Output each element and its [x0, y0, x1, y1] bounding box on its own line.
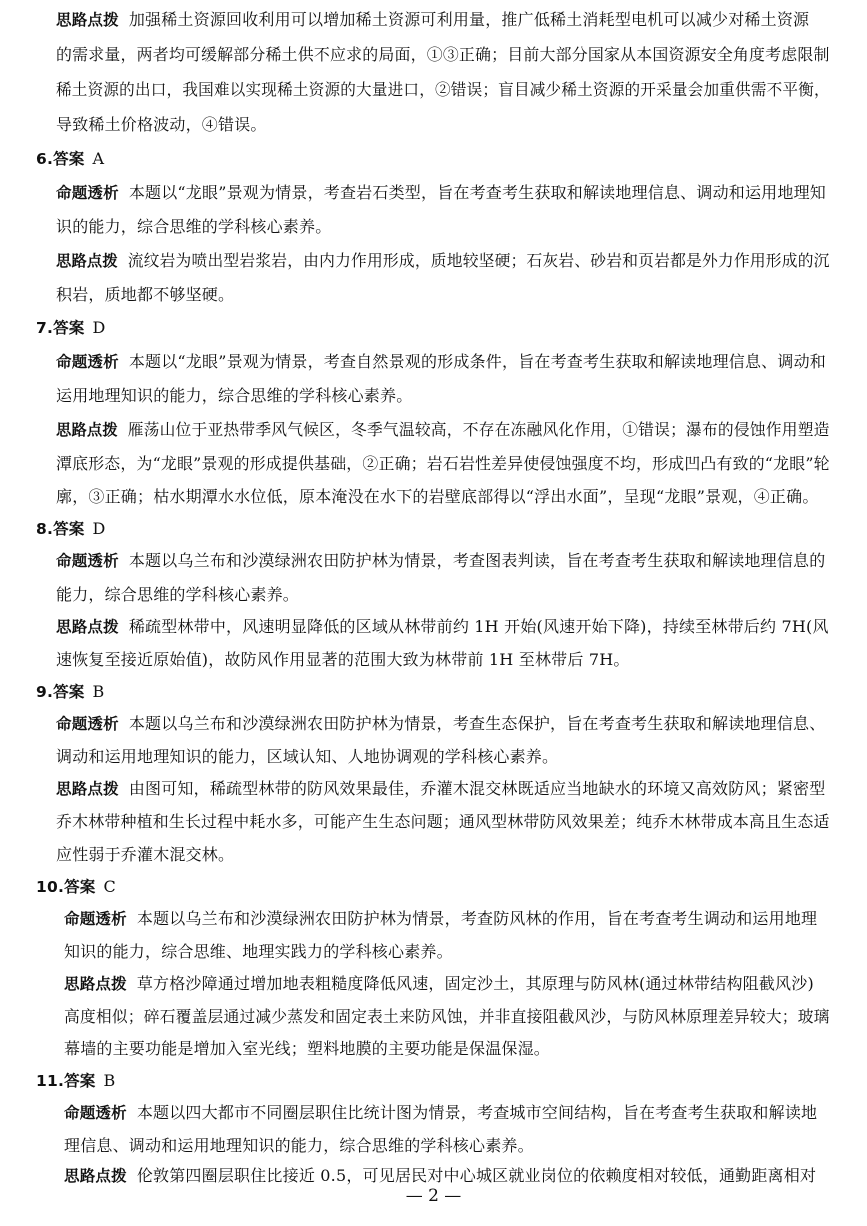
- text-line: 的需求量，两者均可缓解部分稀土供不应求的局面，①③正确；目前大部分国家从本国资源安全角度考虑限制: [56, 45, 830, 64]
- answer-heading: 9.答案 B: [36, 682, 105, 701]
- answer-heading: 7.答案 D: [36, 318, 106, 337]
- text-line: 乔木林带种植和生长过程中耗水多，可能产生生态问题；通风型林带防风效果差；纯乔木林带成本高且生态适: [56, 812, 830, 831]
- mttx-line: 命题透析 本题以乌兰布和沙漠绿洲农田防护林为情景，考查生态保护，旨在考查考生获取和解读地理信息、: [56, 714, 826, 733]
- answer-heading: 10.答案 C: [36, 877, 116, 896]
- text-line: 运用地理知识的能力，综合思维的学科核心素养。: [56, 386, 413, 405]
- sllb-line: 思路点拨 流纹岩为喷出型岩浆岩，由内力作用形成，质地较坚硬；石灰岩、砂岩和页岩都是外力作用形成的沉: [56, 251, 830, 270]
- answer-heading: 6.答案 A: [36, 149, 105, 168]
- sllb-line: 思路点拨 加强稀土资源回收利用可以增加稀土资源可利用量，推广低稀土消耗型电机可以减少对稀土资源: [56, 10, 810, 29]
- text-line: 调动和运用地理知识的能力，区域认知、人地协调观的学科核心素养。: [56, 747, 559, 766]
- answer-heading: 11.答案 B: [36, 1071, 116, 1090]
- sllb-line: 思路点拨 伦敦第四圈层职住比接近 0.5，可见居民对中心城区就业岗位的依赖度相对较低，通勤距离相对: [64, 1166, 817, 1185]
- sllb-line: 思路点拨 草方格沙障通过增加地表粗糙度降低风速，固定沙土，其原理与防风林(通过林带结构阻截风沙): [64, 974, 814, 993]
- text-line: 应性弱于乔灌木混交林。: [56, 845, 235, 864]
- mttx-line: 命题透析 本题以乌兰布和沙漠绿洲农田防护林为情景，考查防风林的作用，旨在考查考生调动和运用地理: [64, 909, 818, 928]
- sllb-line: 思路点拨 雁荡山位于亚热带季风气候区，冬季气温较高，不存在冻融风化作用，①错误；瀑布的侵蚀作用塑造: [56, 420, 830, 439]
- sllb-line: 思路点拨 由图可知，稀疏型林带的防风效果最佳，乔灌木混交林既适应当地缺水的环境又高效防风；紧密型: [56, 779, 826, 798]
- text-line: 积岩，质地都不够坚硬。: [56, 285, 235, 304]
- sllb-label: 思路点拨: [56, 11, 119, 29]
- text-line: 知识的能力，综合思维、地理实践力的学科核心素养。: [64, 942, 453, 961]
- page-number: — 2 —: [405, 1186, 462, 1206]
- mttx-line: 命题透析 本题以“龙眼”景观为情景，考查自然景观的形成条件，旨在考查考生获取和解读地理信息、调动和: [56, 352, 826, 371]
- text-line: 速恢复至接近原始值)，故防风作用显著的范围大致为林带前 1H 至林带后 7H。: [56, 650, 630, 669]
- text-line: 理信息、调动和运用地理知识的能力，综合思维的学科核心素养。: [64, 1136, 534, 1155]
- mttx-line: 命题透析 本题以四大都市不同圈层职住比统计图为情景，考查城市空间结构，旨在考查考生获取和解读地: [64, 1103, 818, 1122]
- text-line: 识的能力，综合思维的学科核心素养。: [56, 217, 332, 236]
- answer-heading: 8.答案 D: [36, 519, 106, 538]
- text-line: 能力，综合思维的学科核心素养。: [56, 585, 300, 604]
- text-line: 潭底形态，为“龙眼”景观的形成提供基础，②正确；岩石岩性差异使侵蚀强度不均，形成凹凸有致的“龙眼”轮: [56, 454, 830, 473]
- text-line: 导致稀土价格波动，④错误。: [56, 115, 267, 134]
- text-line: 高度相似；碎石覆盖层通过减少蒸发和固定表土来防风蚀，并非直接阻截风沙，与防风林原理差异较大；玻璃: [64, 1007, 830, 1026]
- mttx-line: 命题透析 本题以“龙眼”景观为情景，考查岩石类型，旨在考查考生获取和解读地理信息、调动和运用地理知: [56, 183, 826, 202]
- mttx-line: 命题透析 本题以乌兰布和沙漠绿洲农田防护林为情景，考查图表判读，旨在考查考生获取和解读地理信息的: [56, 551, 826, 570]
- sllb-line: 思路点拨 稀疏型林带中，风速明显降低的区域从林带前约 1H 开始(风速开始下降)，持续至林带后约 7H(风: [56, 617, 829, 636]
- text-line: 廓，③正确；枯水期潭水水位低，原本淹没在水下的岩壁底部得以“浮出水面”，呈现“龙眼”景观，④正确。: [56, 487, 819, 506]
- text-line: 幕墙的主要功能是增加入室光线；塑料地膜的主要功能是保温保湿。: [64, 1039, 551, 1058]
- text-line: 稀土资源的出口，我国难以实现稀土资源的大量进口，②错误；盲目减少稀土资源的开采量会加重供需不平衡，: [56, 80, 830, 99]
